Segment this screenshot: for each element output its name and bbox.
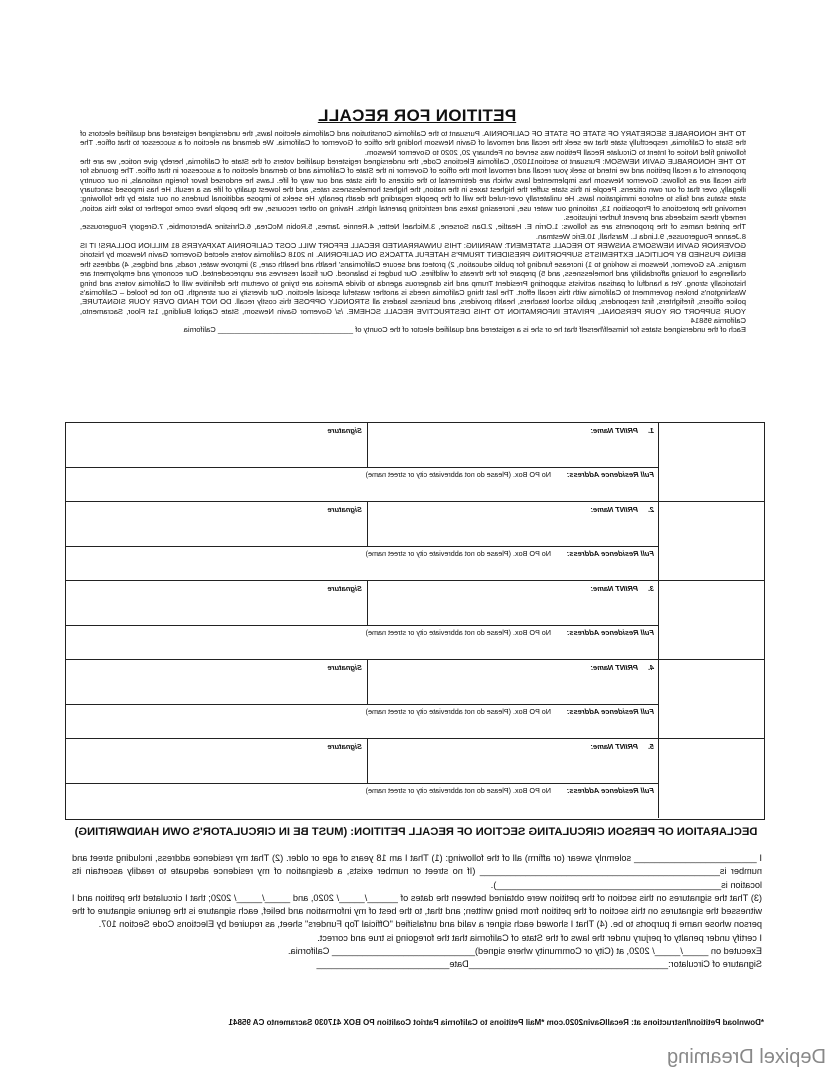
signature-label[interactable]: Signature [327,742,362,751]
signer-row [66,502,764,581]
row-number: 2. [647,505,654,514]
signature-grid [65,422,765,820]
address-label[interactable]: Full Residence Address: [566,470,654,479]
address-note: No PO Box. (Please do not abbreviate city or street name) [365,786,551,795]
intro-text [80,129,746,335]
address-label[interactable]: Full Residence Address: [566,786,654,795]
watermark: Depixel Dreaming [667,1046,826,1068]
declaration-paragraph: Signature of Circulator:_______________________________________Date__________________________ [316,959,762,970]
row-number: 1. [647,426,654,435]
signer-row [66,581,764,660]
signer-row [66,739,764,818]
signer-row [66,423,764,502]
print-name-label[interactable]: PRINT Name: [590,742,638,751]
signer-cell [66,423,659,501]
print-name-label[interactable]: PRINT Name: [590,584,638,593]
signer-row [66,660,764,739]
intro-paragraph: TO THE HONORABLE SECRETARY OF STATE OF STATE OF CALIFORNIA. Pursuant to the California Constitution and California election laws, the undersigned registered and qualified electors of the State of California, respectfully state that we seek the recall and removal of Gavin Newsom holding the office of Governor of California. We demand an election of a successor to that office. The following filed Notice of Intent to Circulate Recall Petition was served on February 20, 2020 to Governor Newsom. [80,129,746,157]
intro-paragraph: GOVERNOR GAVIN NEWSOM'S ANSWER TO RECALL STATEMENT: WARNING: THIS UNWARRANTED RECALL EFFORT WILL COST CALIFORNIA TAXPAYERS 81 MILLION DOLLARS! IT IS BEING PUSHED BY POLITICAL EXTREMISTS SUPPORTING PRESIDENT TRUMP'S HATEFUL ATTACKS ON CALIFORNIA. In 2018 California voters elected Governor Gavin Newsom by historic margins. As Governor, Newsom is working to 1) increase funding for public education, 2) protect and secure Californians' health and health care, 3) improve water, roads, and bridges, 4) address the challenges of housing affordability and homelessness, and 5) prepare for the threats of wildfires. Our budget is balanced. Our fiscal reserves are unprecedented. Our economy and employment are historically strong. Yet a handful of partisan activists supporting President Trump and his dangerous agenda to divide America are trying to overturn the definitive will of California voters and bring Washington's broken government to California with this recall effort. The last thing California needs is another wasteful special election. Our diversity is our strength. Do not be fooled – California's police officers, firefighters, first responders, public school teachers, health providers, and business leaders all STRONGLY OPPOSE this costly recall. DO NOT HAND OVER YOUR SIGNATURE, YOUR SUPPORT OR YOUR PERSONAL, PRIVATE INFORMATION TO THIS DESTRUCTIVE RECALL SCHEME. /s/ Governor Gavin Newsom, State Capitol Building, 1st Floor, Sacramento, California 95814 [80,241,746,325]
signature-label[interactable]: Signature [327,505,362,514]
footer-note: *Download Petition/Instructions at: RecallGavin2020.com *Mail Petitions to California Patriot Coalition PO BOX 417030 Sacramento CA 95841 [228,1018,764,1027]
print-name-label[interactable]: PRINT Name: [590,505,638,514]
address-note: No PO Box. (Please do not abbreviate city or street name) [365,470,551,479]
signer-cell [66,502,659,580]
address-note: No PO Box. (Please do not abbreviate city or street name) [365,549,551,558]
address-label[interactable]: Full Residence Address: [566,549,654,558]
address-note: No PO Box. (Please do not abbreviate city or street name) [365,628,551,637]
address-note: No PO Box. (Please do not abbreviate city or street name) [365,707,551,716]
row-number: 3. [647,584,654,593]
address-label[interactable]: Full Residence Address: [566,628,654,637]
intro-paragraph: The printed names of the proponents are as follows: 1.Orrin E. Heatlie, 2.Dan Sorsene, 3.Michael Netter, 4.Rennie James, 5.Robin McCrea, 6.Christine Abercrombie, 7.Gregory Fougerousse, 8.Jeanne Fougerousse, 9.Linda L. Marshall, 10.Eric Westman. [80,222,746,241]
signature-label[interactable]: Signature [327,584,362,593]
signer-cell [66,739,659,818]
print-name-label[interactable]: PRINT Name: [590,663,638,672]
intro-paragraph: TO THE HONORABLE GAVIN NEWSOM: Pursuant to section11020, California Elections Code, the undersigned registered qualified voters of the State of California, hereby give notice, we are the proponents of a recall petition and we intend to seek your recall and removal from the office of Governor in the State of California and to demand election of a successor in that office. The grounds for this recall are as follows: Governor Newsom has implemented laws which are detrimental to the citizens of this state and our way of life. Laws he endorsed favor foreign nationals, in our country illegally, over that of our own citizens. People in this state suffer the highest taxes in the nation, the highest homelessness rates, and the lowest quality of life as a result. He has imposed sanctuary state status and fails to enforce immigration laws. He unilaterally over-ruled the will of the people regarding the death penalty. He seeks to impose additional burdens on our state by the following: removing the protections of Proposition 13, rationing our water use, increasing taxes and restricting parental rights. Having no other recourse, we the people have come together to take this action, remedy these misdeeds and prevent further injustices. [80,157,746,223]
signature-label[interactable]: Signature [327,663,362,672]
signature-label[interactable]: Signature [327,426,362,435]
petition-title: PETITION FOR RECALL [317,106,517,125]
signer-cell [66,581,659,659]
signer-cell [66,660,659,738]
row-number: 4. [647,663,654,672]
intro-paragraph: Each of the undersigned states for himself/herself that he or she is a registered and qualified elector of the County of ________________________________ California [183,325,746,335]
declaration-title: DECLARATION OF PERSON CIRCULATING SECTION OF RECALL PETITION: (MUST BE IN CIRCULATOR'S OWN HANDWRITING) [74,826,758,838]
declaration-paragraph: I ________________________ solemnly swear (or affirm) all of the following: (1) That I am 18 years of age or older. (2) That my residence address, including street and number is_______________________________________________ (If no street or number exists, a designation of my residence adequate to readily ascertain its location is____________________________________________). [72,853,762,890]
print-name-label[interactable]: PRINT Name: [590,426,638,435]
declaration-paragraph: Executed on _____/_____/ 2020, at (City or Community where signed)____________________________ California. [287,946,762,957]
declaration-paragraph: I certify under penalty of perjury under the laws of the State of California that the foregoing is true and correct. [317,932,762,943]
declaration-text [72,852,762,972]
address-label[interactable]: Full Residence Address: [566,707,654,716]
declaration-paragraph: (3) That the signatures on this section of the petition were obtained between the dates of ______/_____/ 2020, and _____/_____/ 2020; that I circulated the petition and I witnessed the signatures on this section of the petition from being written; and that, to the best of my information and belief, each signature is the genuine signature of the person whose name it purports to be. (4) That I showed each signer a valid and unfalsified "Official Top Funders" sheet, as required by Elections Code Section 107. [72,892,762,930]
row-number: 5. [647,742,654,751]
